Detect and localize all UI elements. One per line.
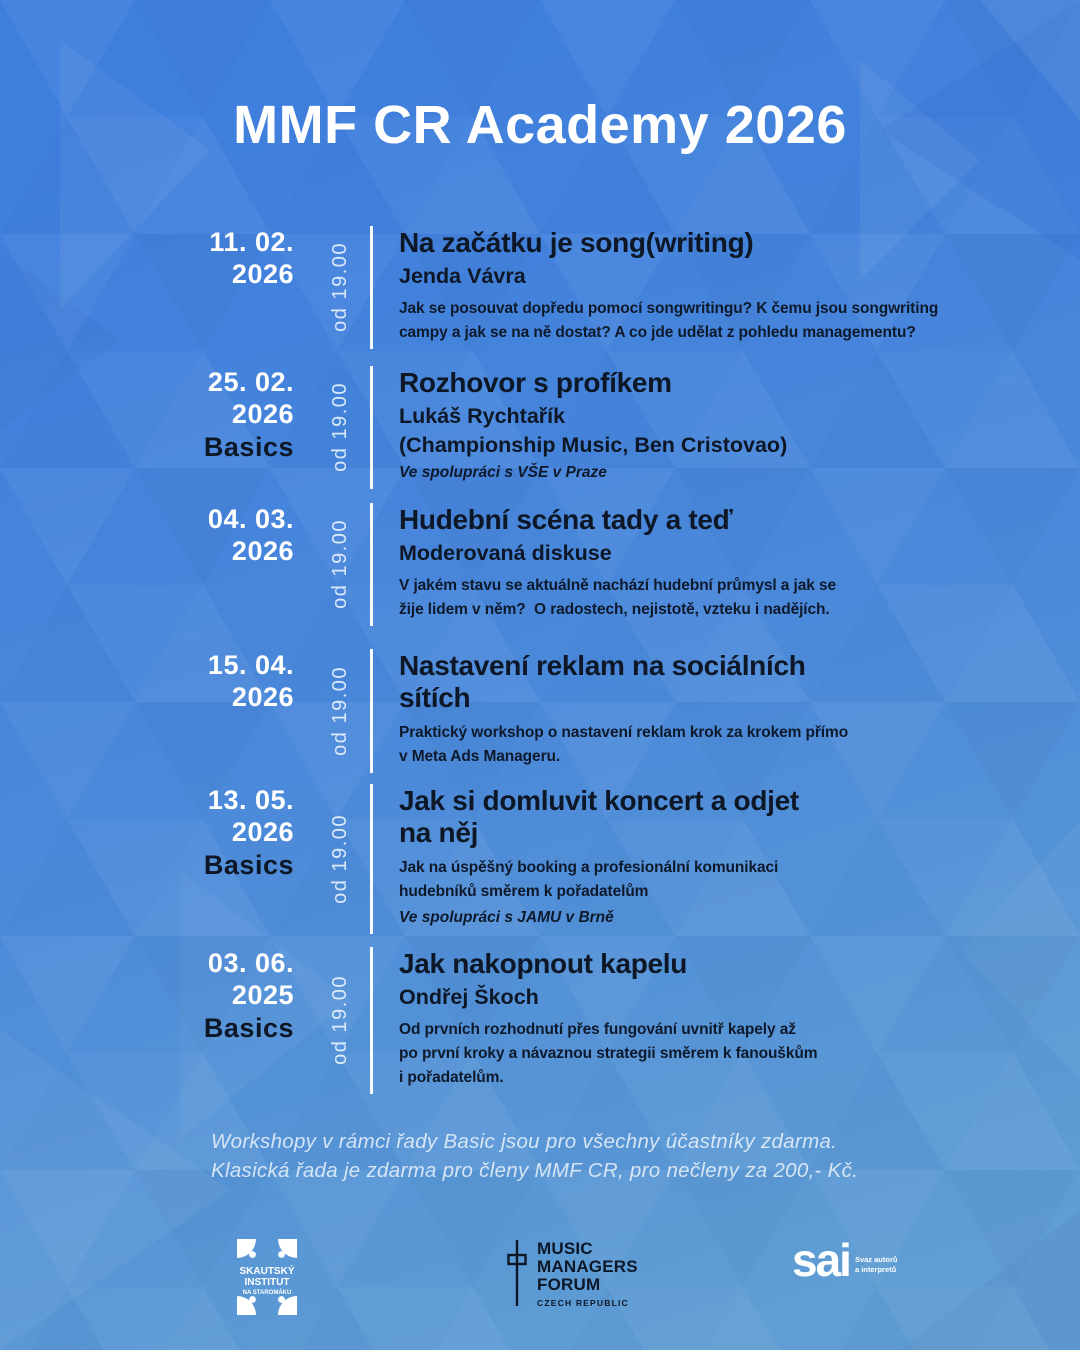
event-date (112, 226, 310, 349)
event-date (112, 503, 310, 626)
skautsky-line: INSTITUT (244, 1277, 290, 1288)
event-speaker: Ondřej Škoch (399, 984, 539, 1009)
event-description (399, 297, 980, 345)
event-description (399, 574, 980, 622)
event-description-line: i pořadatelům. (399, 1068, 504, 1086)
event-body (370, 649, 980, 773)
event-body (370, 366, 980, 489)
event-row (112, 226, 980, 349)
event-subtitle: Moderovaná diskuse (399, 540, 612, 565)
event-description (399, 721, 980, 769)
event-date-day: 25. 02. (207, 367, 294, 397)
event-time-label: od 19.00 (328, 519, 351, 610)
event-description-line: Jak se posouvat dopředu pomocí songwritingu? K čemu jsou songwriting (399, 299, 939, 317)
event-title: Na začátku je song(writing) (399, 227, 754, 258)
event-date-day: 13. 05. (207, 785, 294, 815)
event-title: Hudební scéna tady a teď (399, 504, 733, 535)
event-row (112, 649, 980, 773)
event-time-label: od 19.00 (328, 975, 351, 1066)
sai-wordmark: sai (792, 1234, 850, 1286)
event-description (399, 856, 980, 904)
sai-tagline-line: a interpretů (854, 1265, 897, 1275)
event-description (399, 1018, 980, 1090)
event-series-badge: Basics (203, 1012, 294, 1043)
event-date-year: 2026 (231, 817, 294, 848)
event-date (112, 947, 310, 1094)
pricing-note (211, 1128, 858, 1185)
mmf-country-label: CZECH REPUBLIC (537, 1297, 629, 1308)
event-date-day: 11. 02. (209, 227, 294, 257)
music-managers-forum-logo (505, 1240, 638, 1308)
event-title: sítích (399, 681, 471, 713)
event-description-line: V jakém stavu se aktuálně nachází hudební průmysl a jak se (399, 576, 836, 594)
event-body (370, 226, 980, 349)
event-description-line: Praktický workshop o nastavení reklam krok za krokem přímo (399, 723, 849, 741)
event-time (310, 649, 370, 773)
event-date-year: 2026 (231, 536, 294, 567)
event-body (370, 947, 980, 1094)
event-time (310, 947, 370, 1094)
event-date (112, 784, 310, 934)
event-date-year: 2026 (231, 399, 294, 430)
event-collab-note: Ve spolupráci s VŠE v Praze (399, 463, 607, 481)
skautsky-line: SKAUTSKÝ (239, 1266, 295, 1277)
event-series-badge: Basics (203, 431, 294, 462)
pricing-note-line: Klasická řada je zdarma pro členy MMF CR, pro nečleny za 200,- Kč. (211, 1158, 859, 1182)
event-body (370, 784, 980, 934)
event-row (112, 503, 980, 626)
sai-logo (792, 1234, 898, 1286)
event-title: Nastavení reklam na sociálních (399, 650, 806, 681)
mmf-line: FORUM (537, 1275, 601, 1295)
event-row (112, 784, 980, 934)
event-row (112, 947, 980, 1094)
event-date (112, 366, 310, 489)
event-body (370, 503, 980, 626)
pricing-note-line: Workshopy v rámci řady Basic jsou pro všechny účastníky zdarma. (211, 1130, 838, 1153)
event-description-line: Jak na úspěšný booking a profesionální komunikaci (399, 858, 779, 876)
sai-tagline-line: Svaz autorů (854, 1255, 898, 1265)
event-description-line: Od prvních rozhodnutí přes fungování uvnitř kapely až (399, 1020, 796, 1038)
event-collab-note: Ve spolupráci s JAMU v Brně (399, 908, 614, 926)
event-time-label: od 19.00 (328, 814, 351, 904)
event-time (310, 226, 370, 349)
event-time-label: od 19.00 (328, 665, 351, 756)
sai-tagline (855, 1255, 898, 1275)
event-time (310, 366, 370, 489)
skautsky-line: NA STAROMÁKU (242, 1290, 292, 1296)
event-description-line: hudebníků směrem k pořadatelům (399, 882, 649, 900)
event-date-day: 15. 04. (207, 650, 294, 680)
event-description-line: v Meta Ads Manageru. (399, 747, 561, 765)
event-title: Jak si domluvit koncert a odjet (399, 785, 799, 816)
mmf-wordmark (537, 1240, 638, 1308)
event-date (112, 649, 310, 773)
event-description-line: po první kroky a návaznou strategii směrem k fanouškům (399, 1044, 818, 1062)
skautsky-institut-logo (235, 1237, 299, 1317)
event-date-year: 2025 (231, 980, 294, 1011)
event-time (310, 503, 370, 626)
event-title: Jak nakopnout kapelu (399, 948, 688, 979)
event-description-line: žije lidem v něm? O radostech, nejistotě, vzteku i nadějích. (399, 600, 830, 618)
event-row (112, 366, 980, 489)
event-date-year: 2026 (231, 682, 294, 713)
event-date-day: 04. 03. (207, 504, 294, 534)
event-date-year: 2026 (231, 259, 294, 290)
event-time (310, 784, 370, 934)
event-title: Rozhovor s profíkem (399, 367, 672, 398)
event-title: na něj (399, 816, 479, 848)
event-time-label: od 19.00 (328, 242, 351, 333)
event-speaker: Lukáš Rychtařík (399, 403, 566, 428)
fader-icon (505, 1240, 529, 1306)
event-speaker: Jenda Vávra (399, 263, 526, 288)
mmf-line: MANAGERS (537, 1257, 638, 1277)
event-series-badge: Basics (203, 849, 294, 880)
page-title: MMF CR Academy 2026 (233, 95, 847, 155)
mmf-line: MUSIC (537, 1239, 593, 1258)
event-description-line: campy a jak se na ně dostat? A co jde udělat z pohledu managementu? (399, 323, 916, 341)
event-date-day: 03. 06. (207, 948, 294, 978)
event-speaker-detail: (Championship Music, Ben Cristovao) (399, 432, 788, 457)
event-time-label: od 19.00 (328, 382, 351, 473)
